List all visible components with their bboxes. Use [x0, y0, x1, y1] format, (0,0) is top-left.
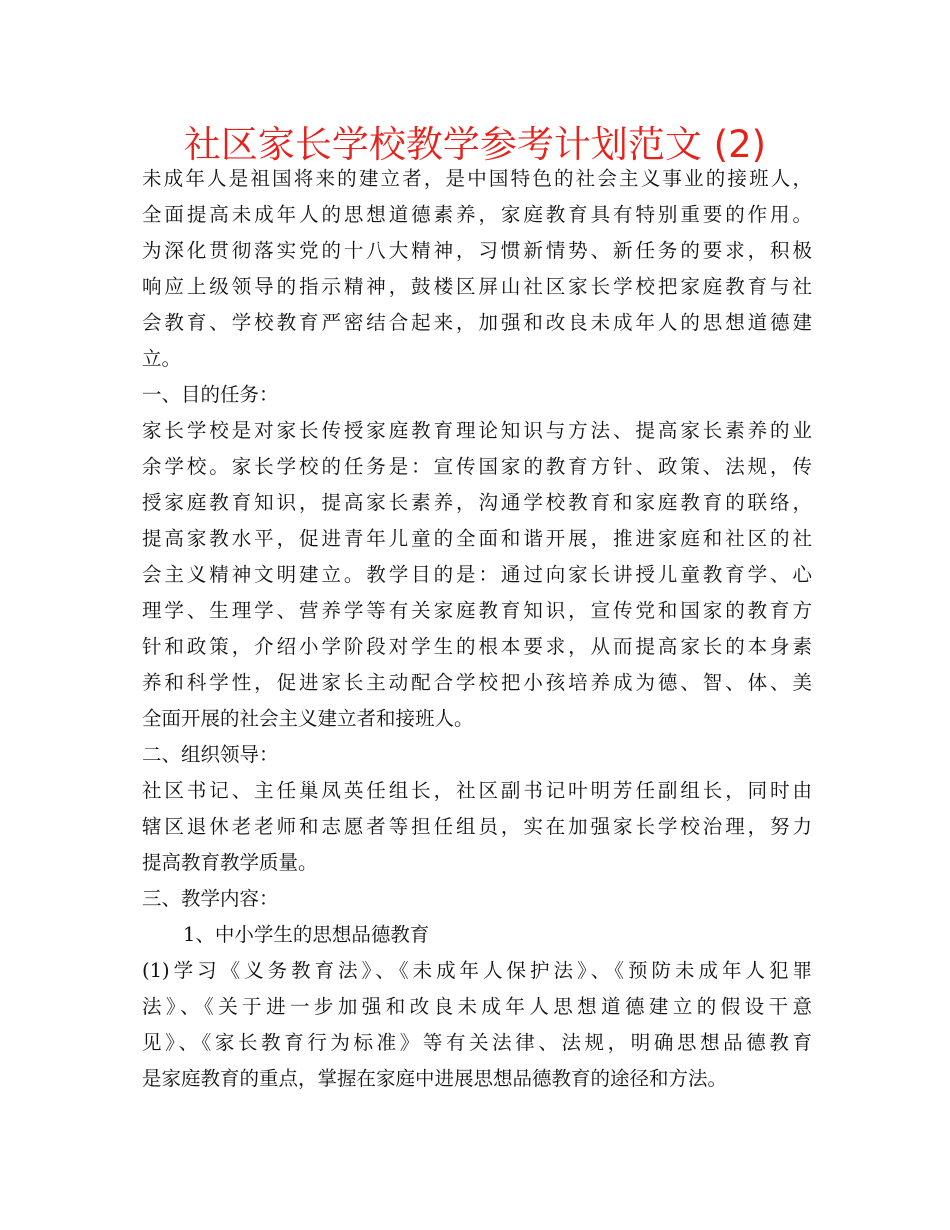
paragraph-line: 养和科学性，促进家长主动配合学校把小孩培养成为德、智、体、美 [142, 671, 812, 694]
paragraph-line: 立。 [142, 347, 182, 370]
paragraph-line: 辖区退休老老师和志愿者等担任组员，实在加强家长学校治理，努力 [142, 815, 812, 838]
paragraph-line: 见》、《家长教育行为标准》等有关法律、法规，明确思想品德教育 [142, 1031, 812, 1054]
section-heading: 二、组织领导： [142, 743, 279, 766]
paragraph-line: 余学校。家长学校的任务是：宣传国家的教育方针、政策、法规，传 [142, 455, 812, 478]
paragraph-line: 全面提高未成年人的思想道德素养，家庭教育具有特别重要的作用。 [142, 203, 812, 226]
document-title: 社区家长学校教学参考计划范文 (2) [183, 123, 767, 166]
paragraph-line: 会主义精神文明建立。教学目的是：通过向家长讲授儿童教育学、心 [142, 563, 812, 586]
paragraph-line: 授家庭教育知识，提高家长素养，沟通学校教育和家庭教育的联络， [142, 491, 812, 514]
paragraph-line: 社区书记、主任巢凤英任组长，社区副书记叶明芳任副组长，同时由 [142, 779, 812, 802]
section-heading: 一、目的任务： [142, 383, 279, 406]
paragraph-line: 未成年人是祖国将来的建立者，是中国特色的社会主义事业的接班人， [142, 167, 812, 190]
subsection-heading: 1、中小学生的思想品德教育 [183, 923, 430, 946]
paragraph-line: 理学、生理学、营养学等有关家庭教育知识，宣传党和国家的教育方 [142, 599, 812, 622]
paragraph-line: 全面开展的社会主义建立者和接班人。 [142, 707, 474, 730]
paragraph-line: 针和政策，介绍小学阶段对学生的根本要求，从而提高家长的本身素 [142, 635, 812, 658]
paragraph-line: 法》、《关于进一步加强和改良未成年人思想道德建立的假设干意 [142, 995, 812, 1018]
paragraph-line: 家长学校是对家长传授家庭教育理论知识与方法、提高家长素养的业 [142, 419, 812, 442]
paragraph-line: 提高教育教学质量。 [142, 851, 318, 874]
paragraph-line: 是家庭教育的重点，掌握在家庭中进展思想品德教育的途径和方法。 [142, 1067, 728, 1090]
paragraph-line: 为深化贯彻落实党的十八大精神，习惯新情势、新任务的要求，积极 [142, 239, 812, 262]
section-heading: 三、教学内容： [142, 887, 279, 910]
paragraph-line: 提高家教水平，促进青年儿童的全面和谐开展，推进家庭和社区的社 [142, 527, 812, 550]
document-body [142, 161, 812, 1097]
paragraph-line: 会教育、学校教育严密结合起来，加强和改良未成年人的思想道德建 [142, 311, 812, 334]
paragraph-line: 响应上级领导的指示精神，鼓楼区屏山社区家长学校把家庭教育与社 [142, 275, 812, 298]
paragraph-line: (1)学习《义务教育法》、《未成年人保护法》、《预防未成年人犯罪 [142, 959, 812, 982]
